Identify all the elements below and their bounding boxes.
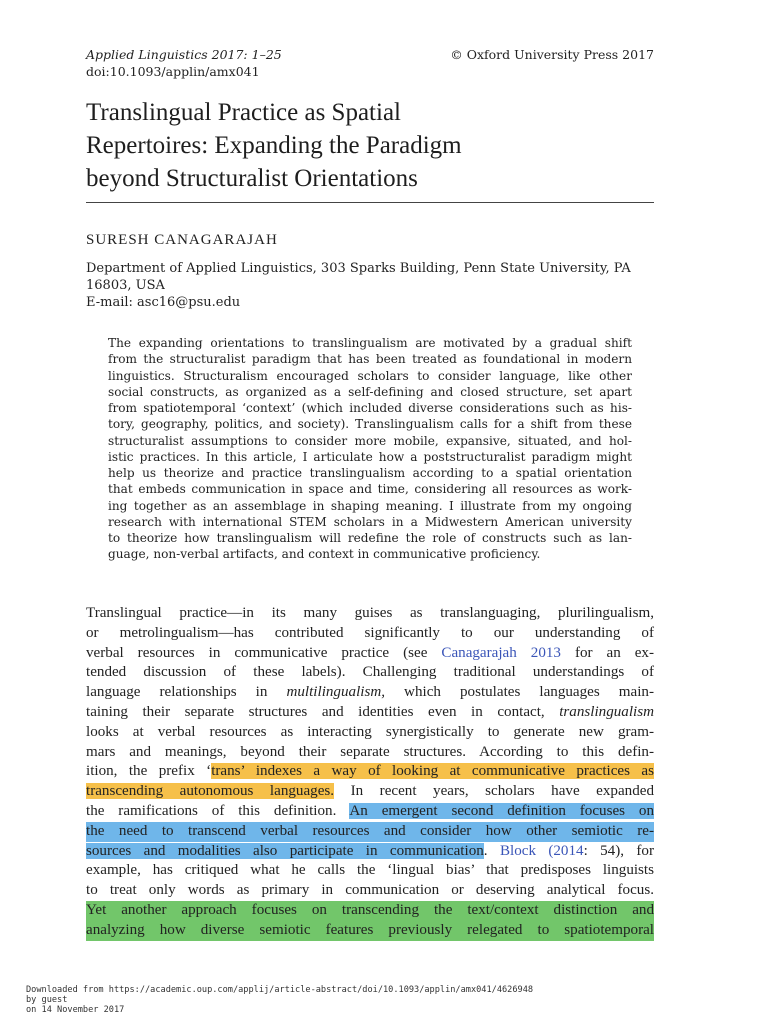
abstract-line: to theorize how translingualism will redefine the role of constructs such as lan- bbox=[108, 531, 632, 545]
affiliation-line: Department of Applied Linguistics, 303 Sparks Building, Penn State University, PA bbox=[86, 261, 631, 276]
title-rule bbox=[86, 202, 654, 203]
body-text bbox=[86, 604, 654, 941]
body-text-span: : 54), for bbox=[583, 842, 654, 859]
highlight-green[interactable]: Yet another approach focuses on transcending the text/context distinction and bbox=[86, 901, 654, 921]
body-text-span: ition, the prefix ‘ bbox=[86, 763, 212, 780]
body-text-span: In recent years, scholars have expanded bbox=[334, 783, 654, 800]
citation-link-canagarajah-2013[interactable]: Canagarajah 2013 bbox=[441, 644, 561, 661]
footer-download-url: Downloaded from https://academic.oup.com/applij/article-abstract/doi/10.1093/applin/amx041/4626948 bbox=[26, 985, 534, 995]
abstract-line: from spatiotemporal ‘context’ (which included diverse considerations such as his- bbox=[108, 401, 632, 415]
email-line: E-mail: asc16@psu.edu bbox=[86, 295, 241, 310]
body-line: Translingual practice—in its many guises as translanguaging, plurilingualism, bbox=[86, 605, 654, 621]
body-text-span: language relationships in bbox=[86, 684, 287, 701]
body-line bbox=[86, 842, 654, 862]
body-text-span: which postulates languages main- bbox=[385, 684, 654, 701]
body-line: to treat only words as primary in communication or deserving analytical focus. bbox=[86, 882, 654, 899]
abstract-line: from the structuralist paradigm that has been treated as foundational in modern bbox=[108, 352, 632, 367]
running-header-left bbox=[86, 46, 282, 80]
abstract-line: ing together as an assemblage in shaping meaning. I illustrate from my ongoing bbox=[108, 498, 632, 513]
abstract-line: social constructs, as organized as a self-defining and closed structure, set apart bbox=[108, 384, 632, 399]
abstract-line: The expanding orientations to translingualism are motivated by a gradual shift bbox=[108, 336, 632, 350]
body-line: mars and meanings, beyond their separate structures. According to this defin- bbox=[86, 743, 654, 760]
footer-line: by guest bbox=[26, 995, 68, 1005]
citation-link-block-2014[interactable]: Block (2014 bbox=[499, 842, 584, 859]
download-footer bbox=[26, 985, 533, 1015]
journal-citation: Applied Linguistics 2017: 1–25 bbox=[86, 47, 282, 62]
body-text-span: taining their separate structures and identities even in contact, bbox=[86, 703, 560, 720]
body-line bbox=[86, 782, 654, 802]
body-text-span: verbal resources in communicative practice (see bbox=[86, 644, 442, 661]
body-line: or metrolingualism—has contributed significantly to our understanding of bbox=[86, 624, 654, 641]
highlight-green[interactable]: analyzing how diverse semiotic features previously relegated to spatiotemporal bbox=[86, 921, 654, 941]
body-line bbox=[86, 703, 654, 723]
highlight-yellow[interactable]: transcending autonomous languages. bbox=[86, 783, 335, 800]
doi-text: doi:10.1093/applin/amx041 bbox=[86, 64, 260, 79]
body-line bbox=[86, 644, 654, 664]
body-text-span: the ramifications of this definition. bbox=[86, 802, 350, 819]
title-line: beyond Structuralist Orientations bbox=[86, 165, 418, 192]
abstract-line: research with international STEM scholars in a Midwestern American university bbox=[108, 514, 632, 529]
abstract-line: linguistics. Structuralism encouraged scholars to consider language, like other bbox=[108, 368, 632, 383]
body-line bbox=[86, 762, 654, 782]
body-line: looks at verbal resources as interacting synergistically to generate new gram- bbox=[86, 723, 654, 740]
highlight-blue[interactable]: the need to transcend verbal resources and consider how other semiotic re- bbox=[86, 822, 654, 842]
abstract-line: help us theorize and practice translingualism according to a spatial orientation bbox=[108, 466, 632, 480]
article-title bbox=[86, 96, 646, 195]
italic-term: translingualism bbox=[559, 703, 654, 720]
italic-term: multilingualism, bbox=[286, 684, 386, 701]
author-affiliation bbox=[86, 260, 656, 311]
body-text-span: . bbox=[483, 842, 500, 859]
body-line: example, has critiqued what he calls the ‘lingual bias’ that predisposes linguists bbox=[86, 862, 654, 879]
body-line: tended discussion of these labels). Challenging traditional understandings of bbox=[86, 664, 654, 681]
body-line bbox=[86, 683, 654, 703]
abstract-line: guage, non-verbal artifacts, and context in communicative proficiency. bbox=[108, 547, 541, 562]
abstract bbox=[108, 335, 632, 563]
title-line: Translingual Practice as Spatial bbox=[86, 99, 401, 126]
abstract-line: tory, geography, politics, and society). Translingualism calls for a shift from these bbox=[108, 417, 632, 432]
footer-date: on 14 November 2017 bbox=[26, 1005, 125, 1015]
author-name: SURESH CANAGARAJAH bbox=[86, 232, 278, 248]
affiliation-line: 16803, USA bbox=[86, 278, 165, 293]
copyright-notice: © Oxford University Press 2017 bbox=[450, 47, 654, 62]
highlight-yellow[interactable]: trans’ indexes a way of looking at communicative practices as bbox=[211, 763, 654, 780]
highlight-blue[interactable]: sources and modalities also participate in communication bbox=[86, 842, 484, 859]
body-line bbox=[86, 802, 654, 822]
highlight-blue[interactable]: An emergent second definition focuses on bbox=[349, 802, 655, 819]
abstract-line: structuralist assumptions to consider more mobile, expansive, situated, and hol- bbox=[108, 433, 632, 448]
abstract-line: that embeds communication in space and time, considering all resources as work- bbox=[108, 482, 632, 497]
title-line: Repertoires: Expanding the Paradigm bbox=[86, 132, 462, 159]
abstract-line: istic practices. In this article, I articulate how a poststructuralist paradigm might bbox=[108, 449, 632, 464]
body-text-span: for an ex- bbox=[560, 644, 654, 661]
